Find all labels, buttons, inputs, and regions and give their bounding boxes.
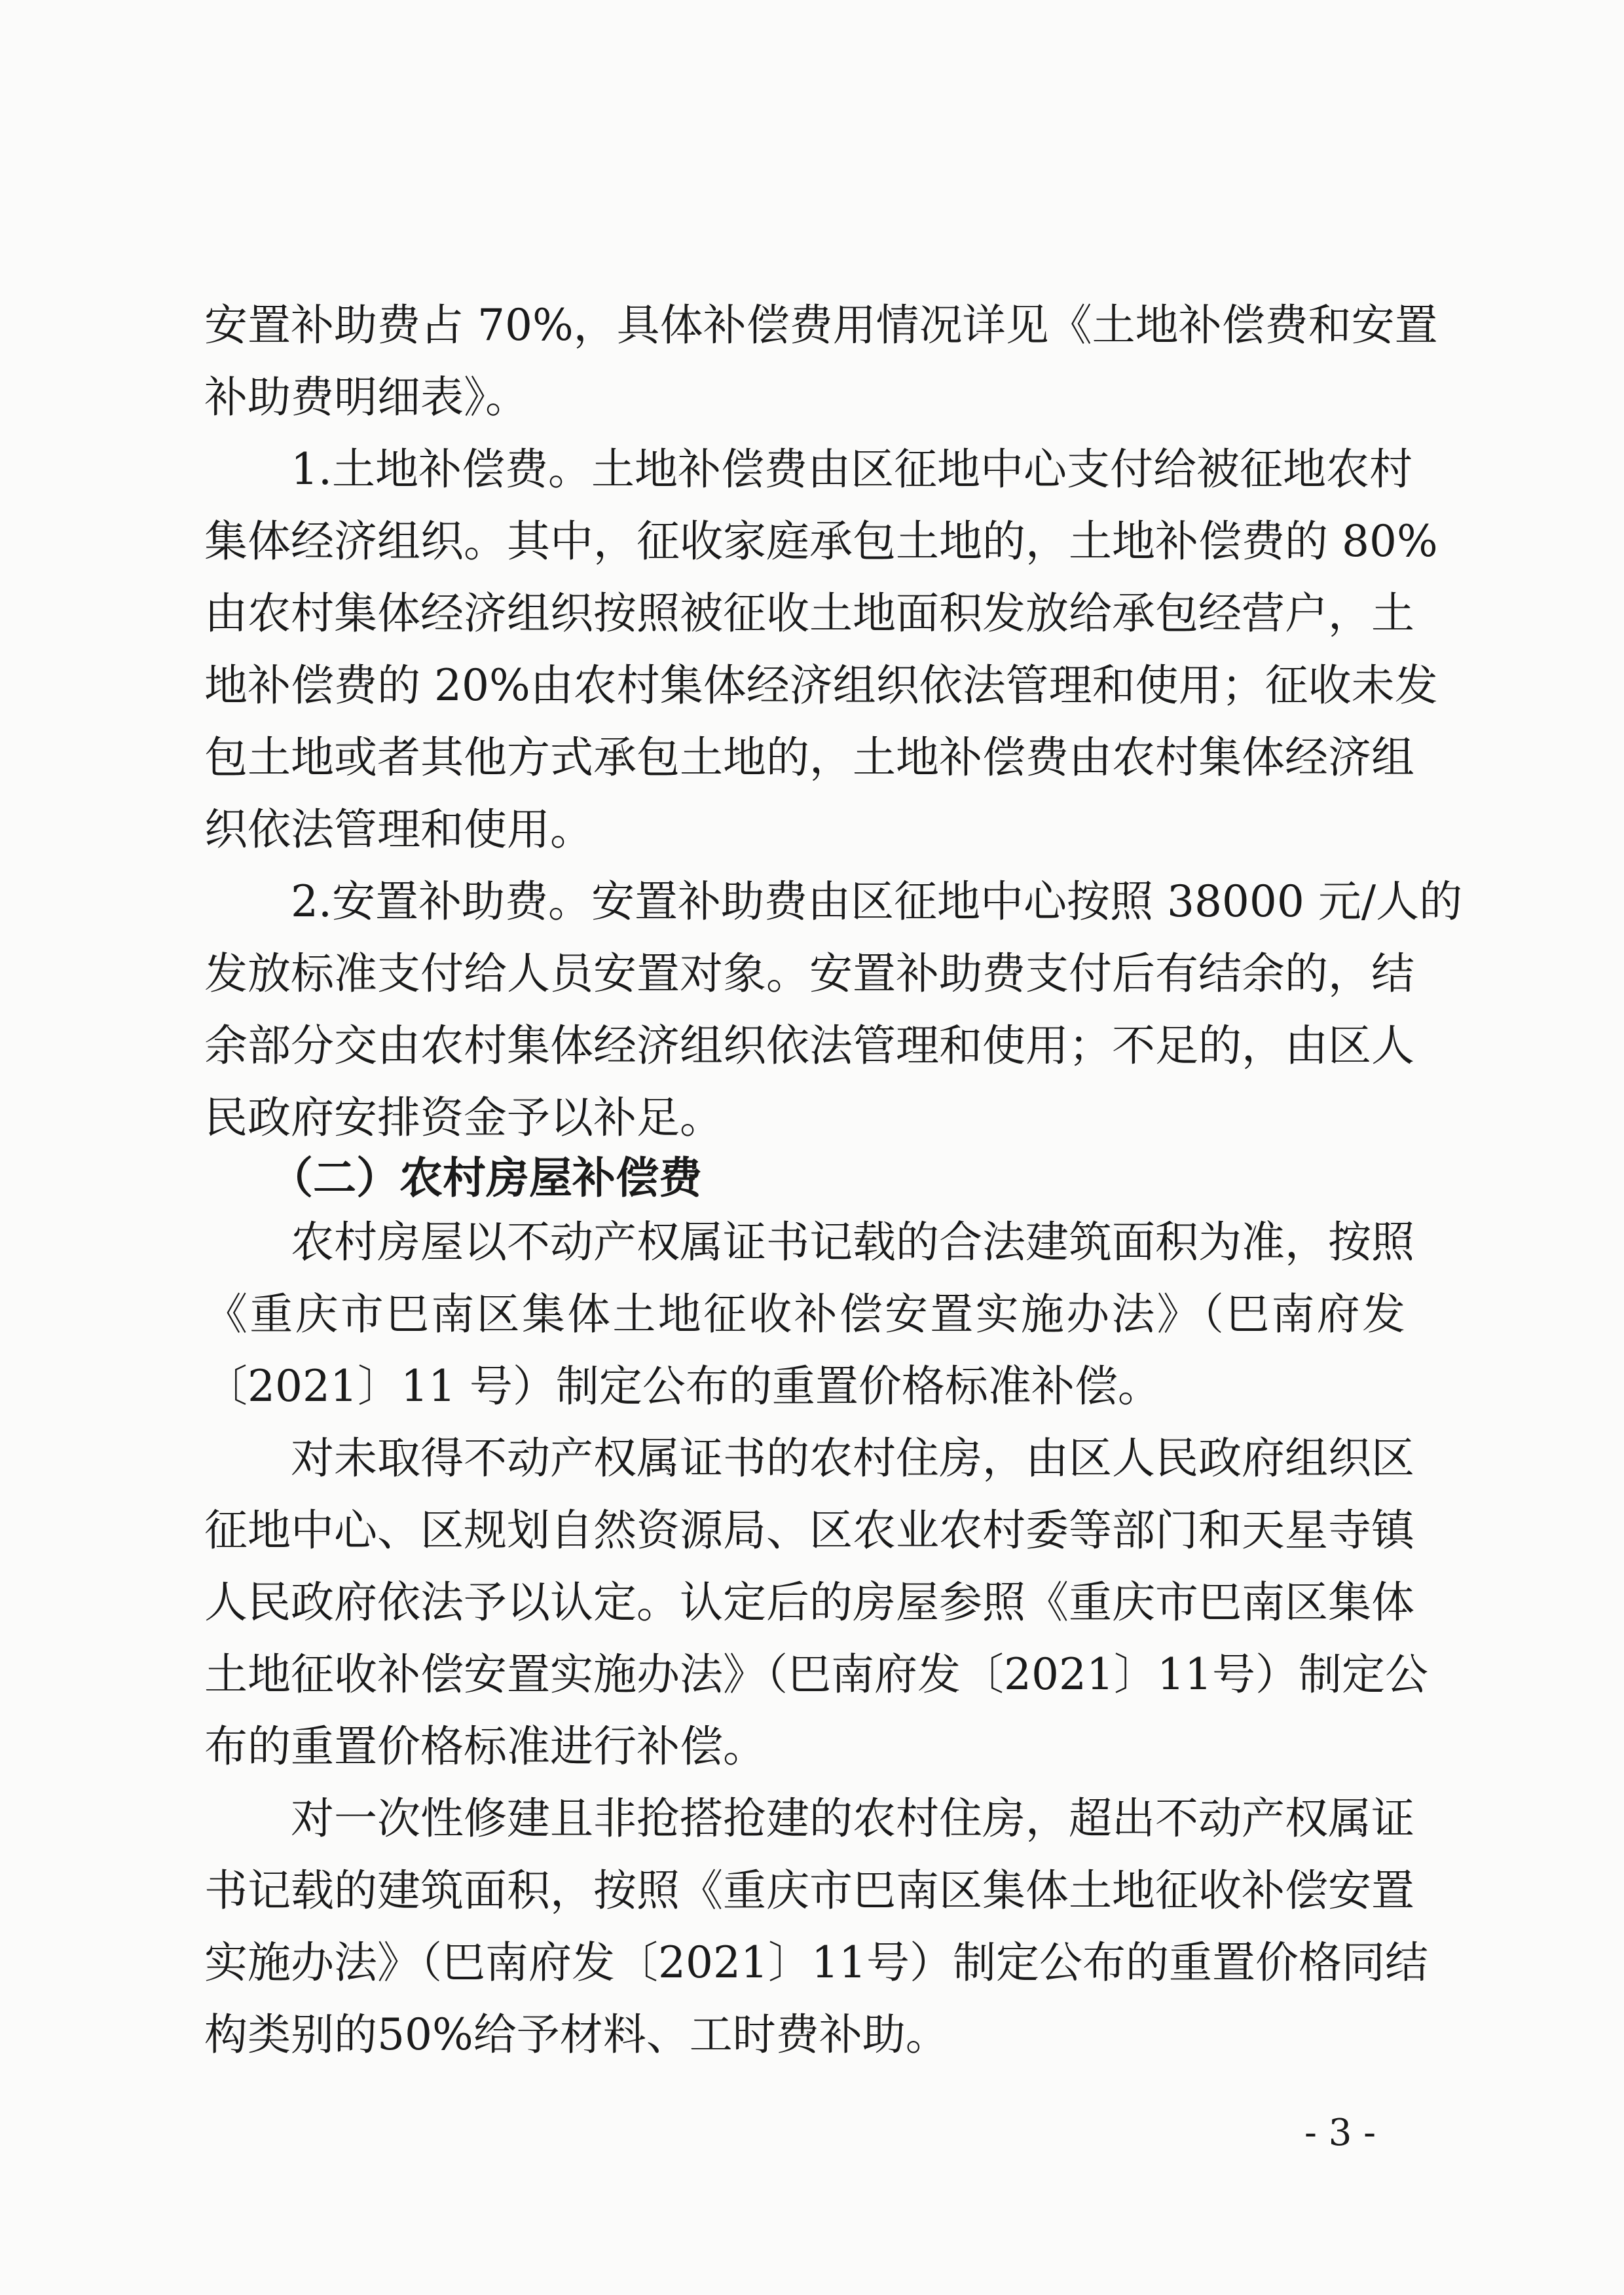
land-compensation-line-2: 集体经济组织。其中，征收家庭承包土地的，土地补偿费的 80% (204, 516, 1438, 567)
housing-paragraph-2-line-2: 征地中心、区规划自然资源局、区农业农村委等部门和天星寺镇 (204, 1505, 1414, 1556)
housing-paragraph-3-line-1: 对一次性修建且非抢搭抢建的农村住房，超出不动产权属证 (291, 1793, 1414, 1844)
land-compensation-line-6: 织依法管理和使用。 (204, 804, 593, 855)
housing-paragraph-2-line-5: 布的重置价格标准进行补偿。 (204, 1721, 766, 1772)
page-number: - 3 - (1304, 2112, 1376, 2154)
land-compensation-line-5: 包土地或者其他方式承包土地的，土地补偿费由农村集体经济组 (204, 732, 1414, 783)
housing-paragraph-2-line-4: 土地征收补偿安置实施办法》（巴南府发〔2021〕11号）制定公 (204, 1649, 1428, 1700)
housing-paragraph-3-line-2: 书记载的建筑面积，按照《重庆市巴南区集体土地征收补偿安置 (204, 1865, 1414, 1916)
housing-paragraph-2-line-1: 对未取得不动产权属证书的农村住房，由区人民政府组织区 (291, 1433, 1414, 1483)
land-compensation-line-3: 由农村集体经济组织按照被征收土地面积发放给承包经营户，土 (204, 588, 1414, 639)
housing-paragraph-2-line-3: 人民政府依法予以认定。认定后的房屋参照《重庆市巴南区集体 (204, 1577, 1414, 1628)
land-compensation-line-1: 1.土地补偿费。土地补偿费由区征地中心支付给被征地农村 (291, 444, 1412, 494)
housing-paragraph-1-line-3: 〔2021〕11 号）制定公布的重置价格标准补偿。 (204, 1361, 1161, 1411)
land-compensation-line-4: 地补偿费的 20%由农村集体经济组织依法管理和使用；征收未发 (204, 660, 1438, 711)
housing-paragraph-3-line-4: 构类别的50%给予材料、工时费补助。 (204, 2009, 949, 2060)
section-title-housing-compensation: （二）农村房屋补偿费 (270, 1153, 702, 1203)
resettlement-subsidy-line-3: 余部分交由农村集体经济组织依法管理和使用；不足的，由区人 (204, 1020, 1414, 1071)
intro-line-1: 安置补助费占 70%，具体补偿费用情况详见《土地补偿费和安置 (204, 300, 1438, 350)
housing-paragraph-3-line-3: 实施办法》（巴南府发〔2021〕11号）制定公布的重置价格同结 (204, 1937, 1428, 1988)
resettlement-subsidy-line-2: 发放标准支付给人员安置对象。安置补助费支付后有结余的，结 (204, 948, 1414, 999)
intro-line-2: 补助费明细表》。 (204, 372, 528, 422)
housing-paragraph-1-line-2: 《重庆市巴南区集体土地征收补偿安置实施办法》（巴南府发 (204, 1289, 1405, 1339)
resettlement-subsidy-line-4: 民政府安排资金予以补足。 (204, 1092, 723, 1143)
resettlement-subsidy-line-1: 2.安置补助费。安置补助费由区征地中心按照 38000 元/人的 (291, 876, 1463, 927)
housing-paragraph-1-line-1: 农村房屋以不动产权属证书记载的合法建筑面积为准，按照 (291, 1217, 1414, 1267)
